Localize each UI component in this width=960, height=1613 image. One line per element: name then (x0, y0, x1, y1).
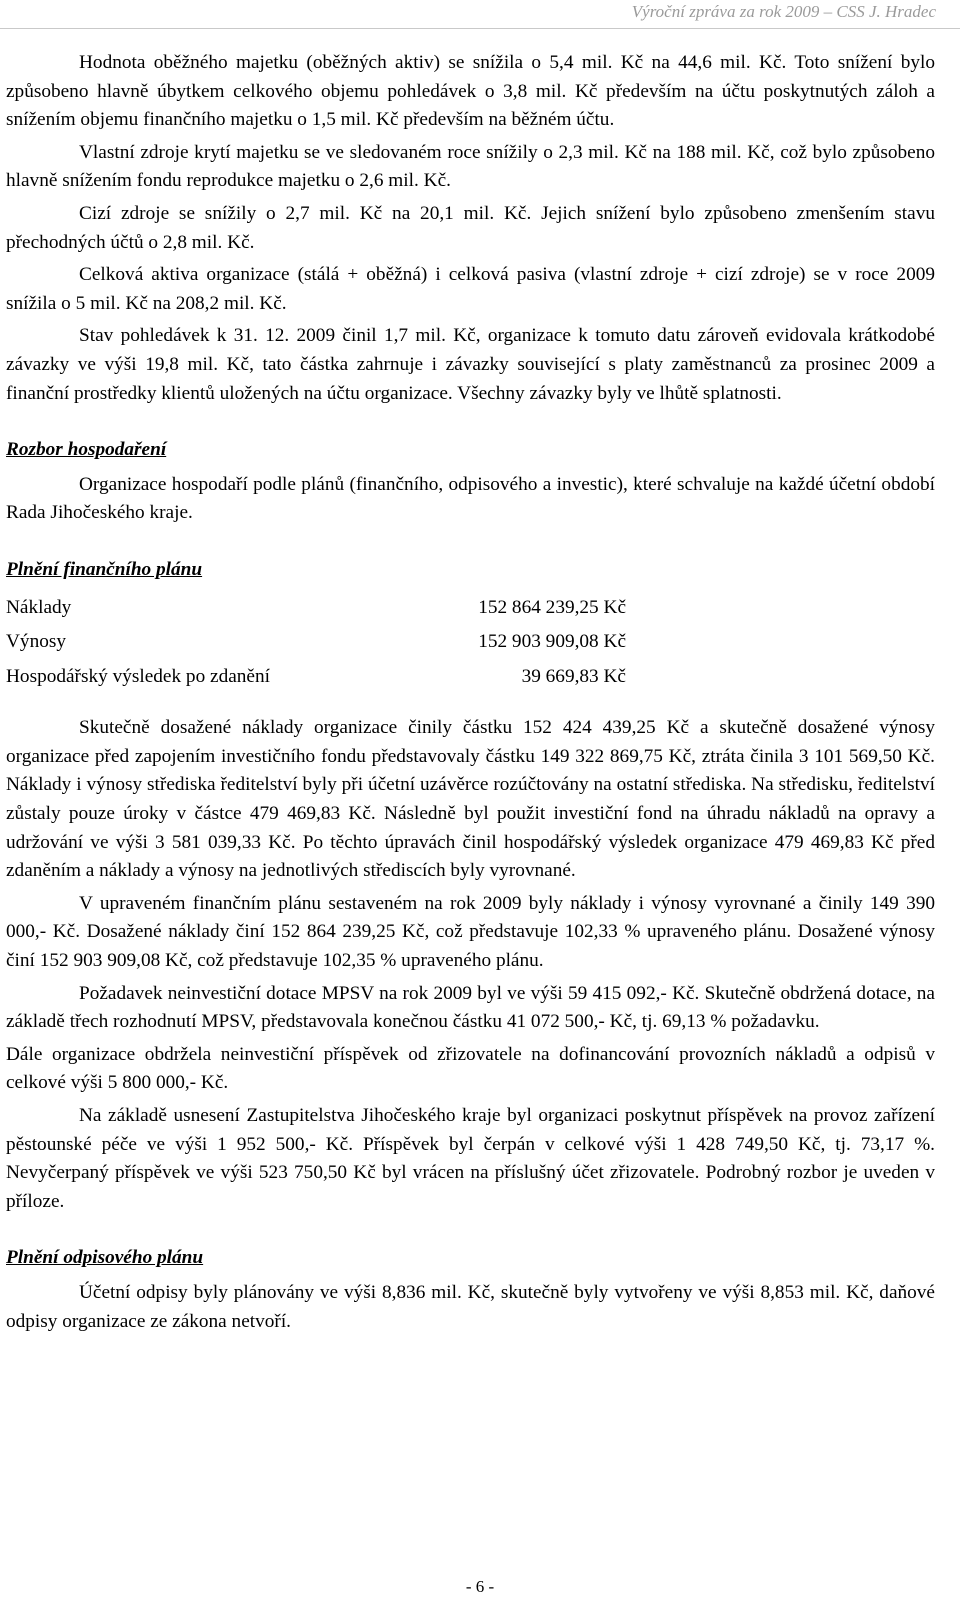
table-row (6, 625, 626, 660)
running-header: Výroční zpráva za rok 2009 – CSS J. Hradec (631, 2, 936, 21)
paragraph-upraveny-plan: V upraveném finančním plánu sestaveném na rok 2009 byly náklady i výnosy vyrovnané a činily 149 390 000,- Kč. Dosažené náklady činí 152 864 239,25 Kč, což představuje 102,33 % upraveného plánu. Dosažené výnosy činí 152 903 909,08 Kč, což představuje 102,35 % upraveného plánu. (6, 892, 935, 972)
page-number: - 6 - (465, 1577, 495, 1596)
paragraph-pohledavky: Stav pohledávek k 31. 12. 2009 činil 1,7 mil. Kč, organizace k tomuto datu zároveň evidovala krátkodobé závazky ve výši 19,8 mil. Kč, tato částka zahrnuje i závazky související s platy zaměstnanců za prosinec 2009 a finanční prostředky klientů uložených na účtu organizace. Všechny závazky byly ve lhůtě splatnosti. (6, 325, 935, 404)
table-row (6, 660, 626, 695)
row-label: Náklady (6, 596, 72, 618)
paragraph-celkova-aktiva: Celková aktiva organizace (stálá + oběžná) i celková pasiva (vlastní zdroje + cizí zdroje) se v roce 2009 snížila o 5 mil. Kč na 208,2 mil. Kč. (6, 264, 935, 314)
paragraph-pestounska-pece: Na základě usnesení Zastupitelstva Jihočeského kraje byl organizaci poskytnut příspěvek na provoz zařízení pěstounské péče ve výši 1 952 500,- Kč. Příspěvek byl čerpán v celkové výši 1 428 749,50 Kč, tj. 73,17 %. Nevyčerpaný příspěvek ve výši 523 750,50 Kč byl vrácen na příslušný účet zřizovatele. Podrobný rozbor je uveden v příloze. (6, 1105, 935, 1212)
paragraph-prispevek-zrizovatele: Dále organizace obdržela neinvestiční příspěvek od zřizovatele na dofinancování provozních nákladů a odpisů v celkové výši 5 800 000,- Kč. (6, 1043, 935, 1094)
financni-plan-table (6, 591, 626, 695)
row-label: Výnosy (6, 631, 66, 653)
row-value: 152 903 909,08 Kč (478, 631, 626, 653)
paragraph-dotace-mpsv: Požadavek neinvestiční dotace MPSV na rok 2009 byl ve výši 59 415 092,- Kč. Skutečně obdržená dotace, na základě třech rozhodnutí MPSV, představovala konečnou částku 41 072 500,- Kč, tj. 69,13 % požadavku. (6, 982, 935, 1033)
paragraph-cizi-zdroje: Cizí zdroje se snížily o 2,7 mil. Kč na 20,1 mil. Kč. Jejich snížení bylo způsobeno zmenšením stavu přechodných účtů o 2,8 mil. Kč. (6, 202, 935, 253)
row-value: 39 669,83 Kč (521, 665, 626, 687)
heading-financni-plan: Plnění finančního plánu (6, 558, 203, 580)
row-label: Hospodářský výsledek po zdanění (6, 665, 270, 687)
paragraph-vlastni-zdroje: Vlastní zdroje krytí majetku se ve sledovaném roce snížily o 2,3 mil. Kč na 188 mil. Kč, což bylo způsobeno hlavně snížením fondu reprodukce majetku o 2,6 mil. Kč. (6, 141, 935, 192)
header-divider (0, 28, 960, 29)
row-value: 152 864 239,25 Kč (478, 596, 626, 618)
page-body (6, 49, 935, 1340)
heading-odpisovy-plan: Plnění odpisového plánu (6, 1247, 204, 1269)
paragraph-obezny-majetek: Hodnota oběžného majetku (oběžných aktiv) se snížila o 5,4 mil. Kč na 44,6 mil. Kč. Toto snížení bylo způsobeno hlavně úbytkem celkového objemu pohledávek o 3,8 mil. Kč především na účtu poskytnutých záloh a snížením objemu finančního majetku o 1,5 mil. Kč především na běžném účtu. (6, 52, 935, 131)
table-row (6, 591, 626, 626)
heading-rozbor-hospodareni: Rozbor hospodaření (6, 439, 167, 461)
paragraph-odpisy: Účetní odpisy byly plánovány ve výši 8,836 mil. Kč, skutečně byly vytvořeny ve výši 8,853 mil. Kč, daňové odpisy organizace ze zákona netvoří. (6, 1281, 935, 1332)
paragraph-skutecne-naklady: Skutečně dosažené náklady organizace činily částku 152 424 439,25 Kč a skutečně dosažené výnosy organizace před zapojením investičního fondu představovaly částku 149 322 869,75 Kč, ztráta činila 3 101 569,50 Kč. Náklady i výnosy střediska ředitelství byly při účetní uzávěrce rozúčtovány na ostatní střediska. Na středisku, ředitelství zůstaly pouze úroky v částce 479 469,83 Kč. Následně byl použit investiční fond na úhradu nákladů na opravy a udržování ve výši 3 581 039,33 Kč. Po těchto úpravách činil hospodářský výsledek organizace 479 469,83 Kč před zdaněním a náklady a výnosy na jednotlivých střediscích byly vyrovnané. (6, 717, 935, 882)
paragraph-rozbor: Organizace hospodaří podle plánů (finančního, odpisového a investic), které schvaluje na každé účetní období Rada Jihočeského kraje. (6, 473, 935, 524)
